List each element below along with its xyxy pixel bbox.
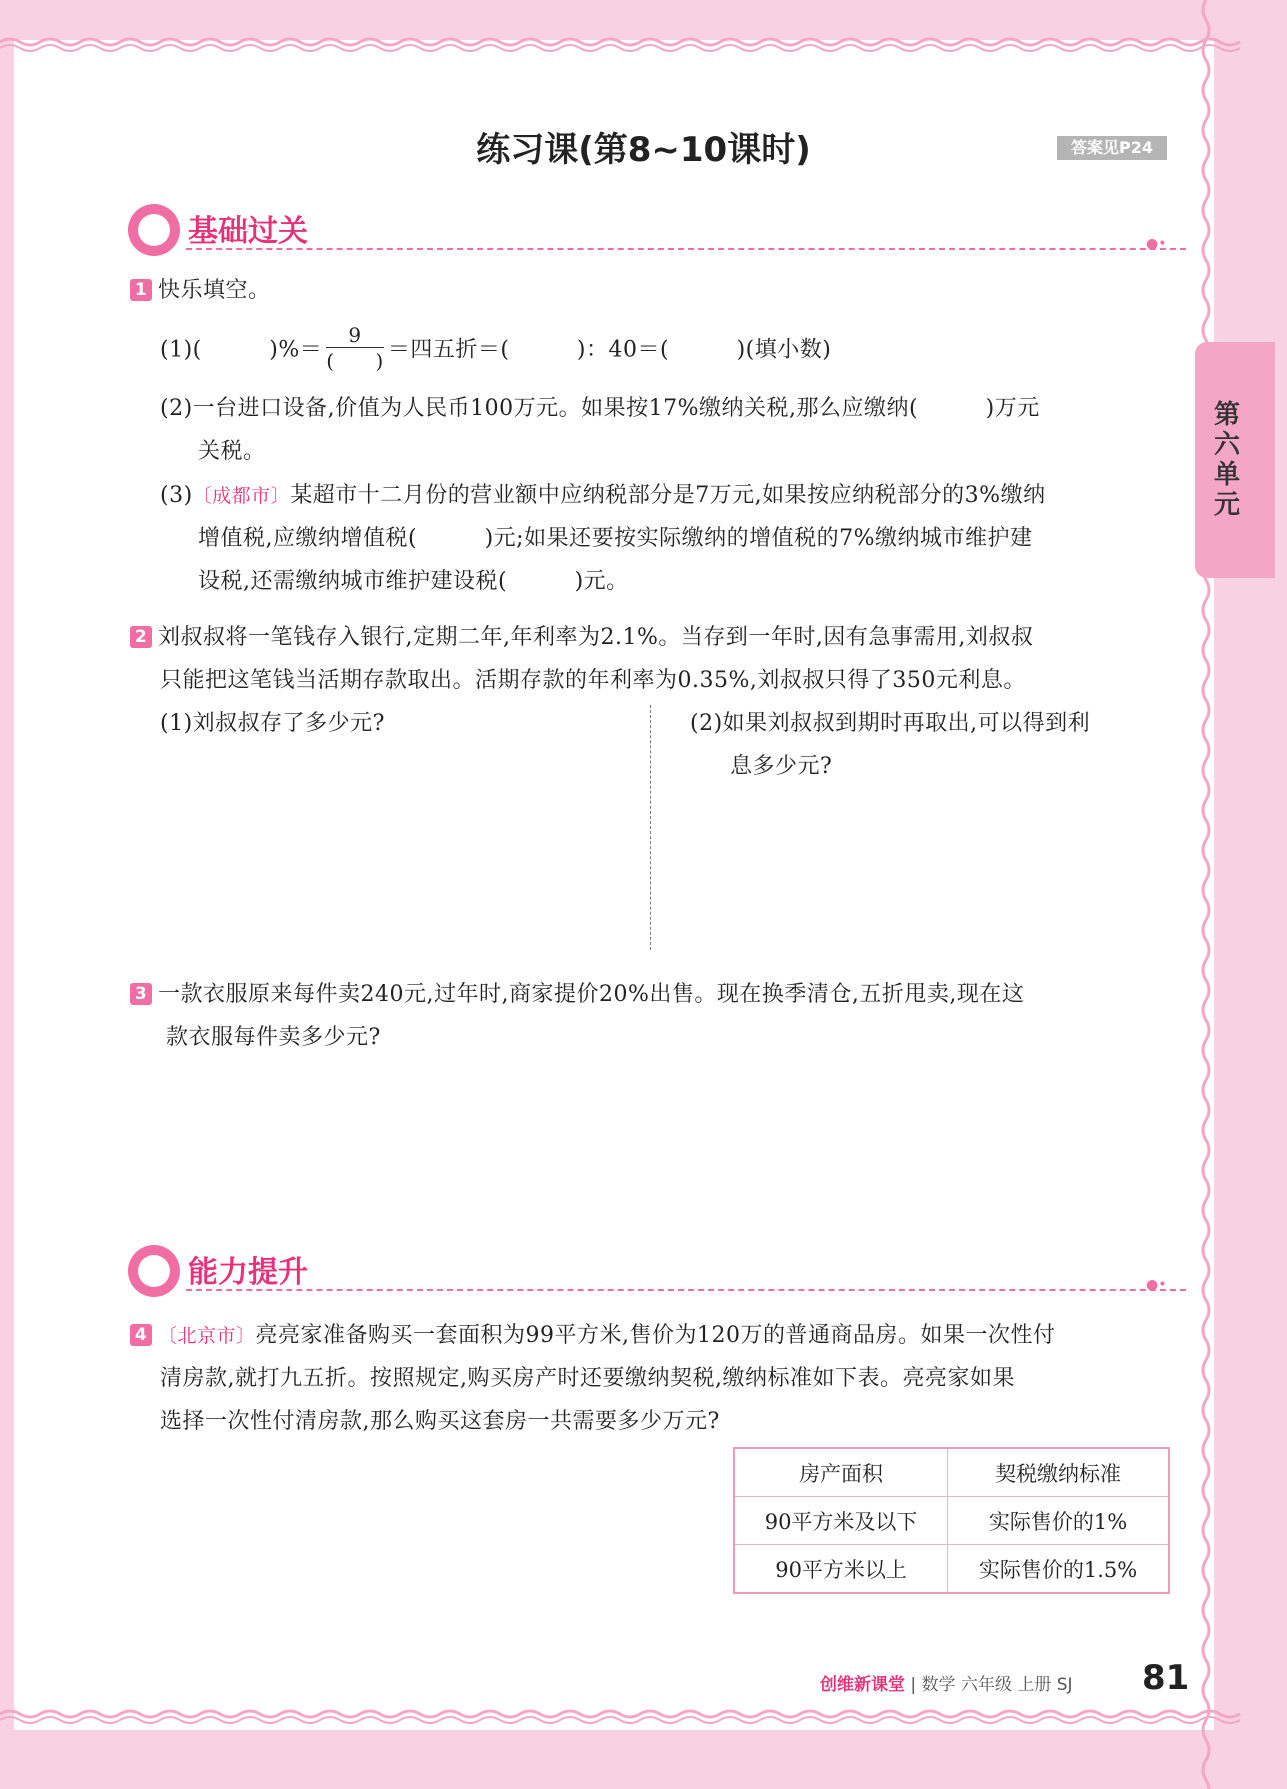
table-header-cell: 房产面积: [734, 1448, 948, 1497]
question-2-line-1: [130, 620, 1033, 651]
q3-text: 一款衣服原来每件卖240元,过年时,商家提价20%出售。现在换季清仓,五折甩卖,现在这: [158, 982, 1025, 1007]
question-number-badge: 1: [130, 279, 152, 301]
section-divider: [186, 248, 1186, 250]
footer: [820, 1670, 1073, 1695]
table-cell: 实际售价的1%: [948, 1497, 1169, 1545]
page-title: 练习课(第8~10课时): [476, 130, 811, 170]
answer-reference-badge: 答案见P24: [1057, 136, 1167, 160]
fraction-denominator: ( ): [326, 349, 384, 373]
dots-decoration-icon: ●•: [1146, 1277, 1167, 1293]
section-basic-header: [128, 204, 1188, 254]
section-basic-title: 基础过关: [188, 214, 308, 249]
question-1-part-2-line-2: 关税。: [198, 439, 266, 464]
question-4-line-3: 选择一次性付清房款,那么购买这套房一共需要多少万元?: [160, 1409, 720, 1434]
table-row: [734, 1497, 1169, 1545]
footer-separator: |: [905, 1675, 922, 1695]
question-2-sub-2-line-1: (2)如果刘叔叔到期时再取出,可以得到利: [690, 711, 1091, 736]
question-number-badge: 3: [130, 983, 152, 1005]
q2-text: 刘叔叔将一笔钱存入银行,定期二年,年利率为2.1%。当存到一年时,因有急事需用,刘叔叔: [158, 625, 1034, 650]
question-4-line-1: [130, 1318, 1056, 1349]
table-header-cell: 契税缴纳标准: [948, 1448, 1169, 1497]
q1-p1-after: ＝四五折＝( )：40＝( )(填小数): [387, 337, 832, 363]
page-number: 81: [1142, 1658, 1190, 1698]
wavy-top-border: [0, 28, 1287, 58]
question-1-part-3-line-3: 设税,还需缴纳城市维护建设税( )元。: [198, 569, 629, 594]
table-header-row: [734, 1448, 1169, 1497]
question-1-part-1: [160, 325, 831, 376]
footer-info: 数学 六年级 上册 SJ: [921, 1675, 1073, 1695]
unit-side-tab-label: 第六单元: [1213, 400, 1240, 520]
q1-p3-text: 某超市十二月份的营业额中应纳税部分是7万元,如果按应纳税部分的3%缴纳: [290, 483, 1046, 508]
footer-brand: 创维新课堂: [820, 1675, 905, 1695]
section-divider: [186, 1289, 1186, 1291]
dots-decoration-icon: ●•: [1146, 236, 1167, 252]
city-tag: 〔成都市〕: [192, 485, 291, 507]
q1-p3-prefix: (3): [160, 483, 193, 508]
deed-tax-table: [733, 1447, 1170, 1594]
question-2-sub-1: (1)刘叔叔存了多少元?: [160, 711, 385, 736]
question-1-text: 快乐填空。: [158, 278, 271, 303]
question-1-part-3-line-1: [160, 478, 1046, 509]
question-1-part-3-line-2: 增值税,应缴纳增值税( )元;如果还要按实际缴纳的增值税的7%缴纳城市维护建: [198, 526, 1033, 551]
question-1-part-2-line-1: (2)一台进口设备,价值为人民币100万元。如果按17%缴纳关税,那么应缴纳( )万元: [160, 396, 1040, 421]
wavy-bottom-border: [0, 1700, 1287, 1740]
question-1-title: [130, 273, 271, 304]
table-row: [734, 1545, 1169, 1594]
answer-divider: [650, 705, 651, 950]
q4-text: 亮亮家准备购买一套面积为99平方米,售价为120万的普通商品房。如果一次性付: [255, 1323, 1056, 1348]
question-number-badge: 2: [130, 626, 152, 648]
fraction-numerator: 9: [326, 323, 384, 348]
table-cell: 实际售价的1.5%: [948, 1545, 1169, 1594]
monkey-mascot-icon: [128, 204, 180, 256]
section-advanced-header: [128, 1245, 1188, 1295]
city-tag: 〔北京市〕: [158, 1325, 256, 1347]
fraction: [326, 323, 384, 374]
table-cell: 90平方米及以下: [734, 1497, 948, 1545]
section-advanced-title: 能力提升: [188, 1255, 308, 1290]
table-cell: 90平方米以上: [734, 1545, 948, 1594]
question-2-line-2: 只能把这笔钱当活期存款取出。活期存款的年利率为0.35%,刘叔叔只得了350元利息。: [160, 668, 1026, 693]
question-3-line-2: 款衣服每件卖多少元?: [166, 1025, 381, 1050]
question-4-line-2: 清房款,就打九五折。按照规定,购买房产时还要缴纳契税,缴纳标准如下表。亮亮家如果: [160, 1366, 1015, 1391]
q1-p1-before: (1)( )%＝: [160, 337, 323, 363]
question-number-badge: 4: [130, 1324, 152, 1346]
wavy-right-border: [1192, 0, 1222, 1789]
question-3-line-1: [130, 977, 1024, 1008]
monkey-mascot-icon: [128, 1245, 180, 1297]
question-2-sub-2-line-2: 息多少元?: [730, 754, 833, 779]
